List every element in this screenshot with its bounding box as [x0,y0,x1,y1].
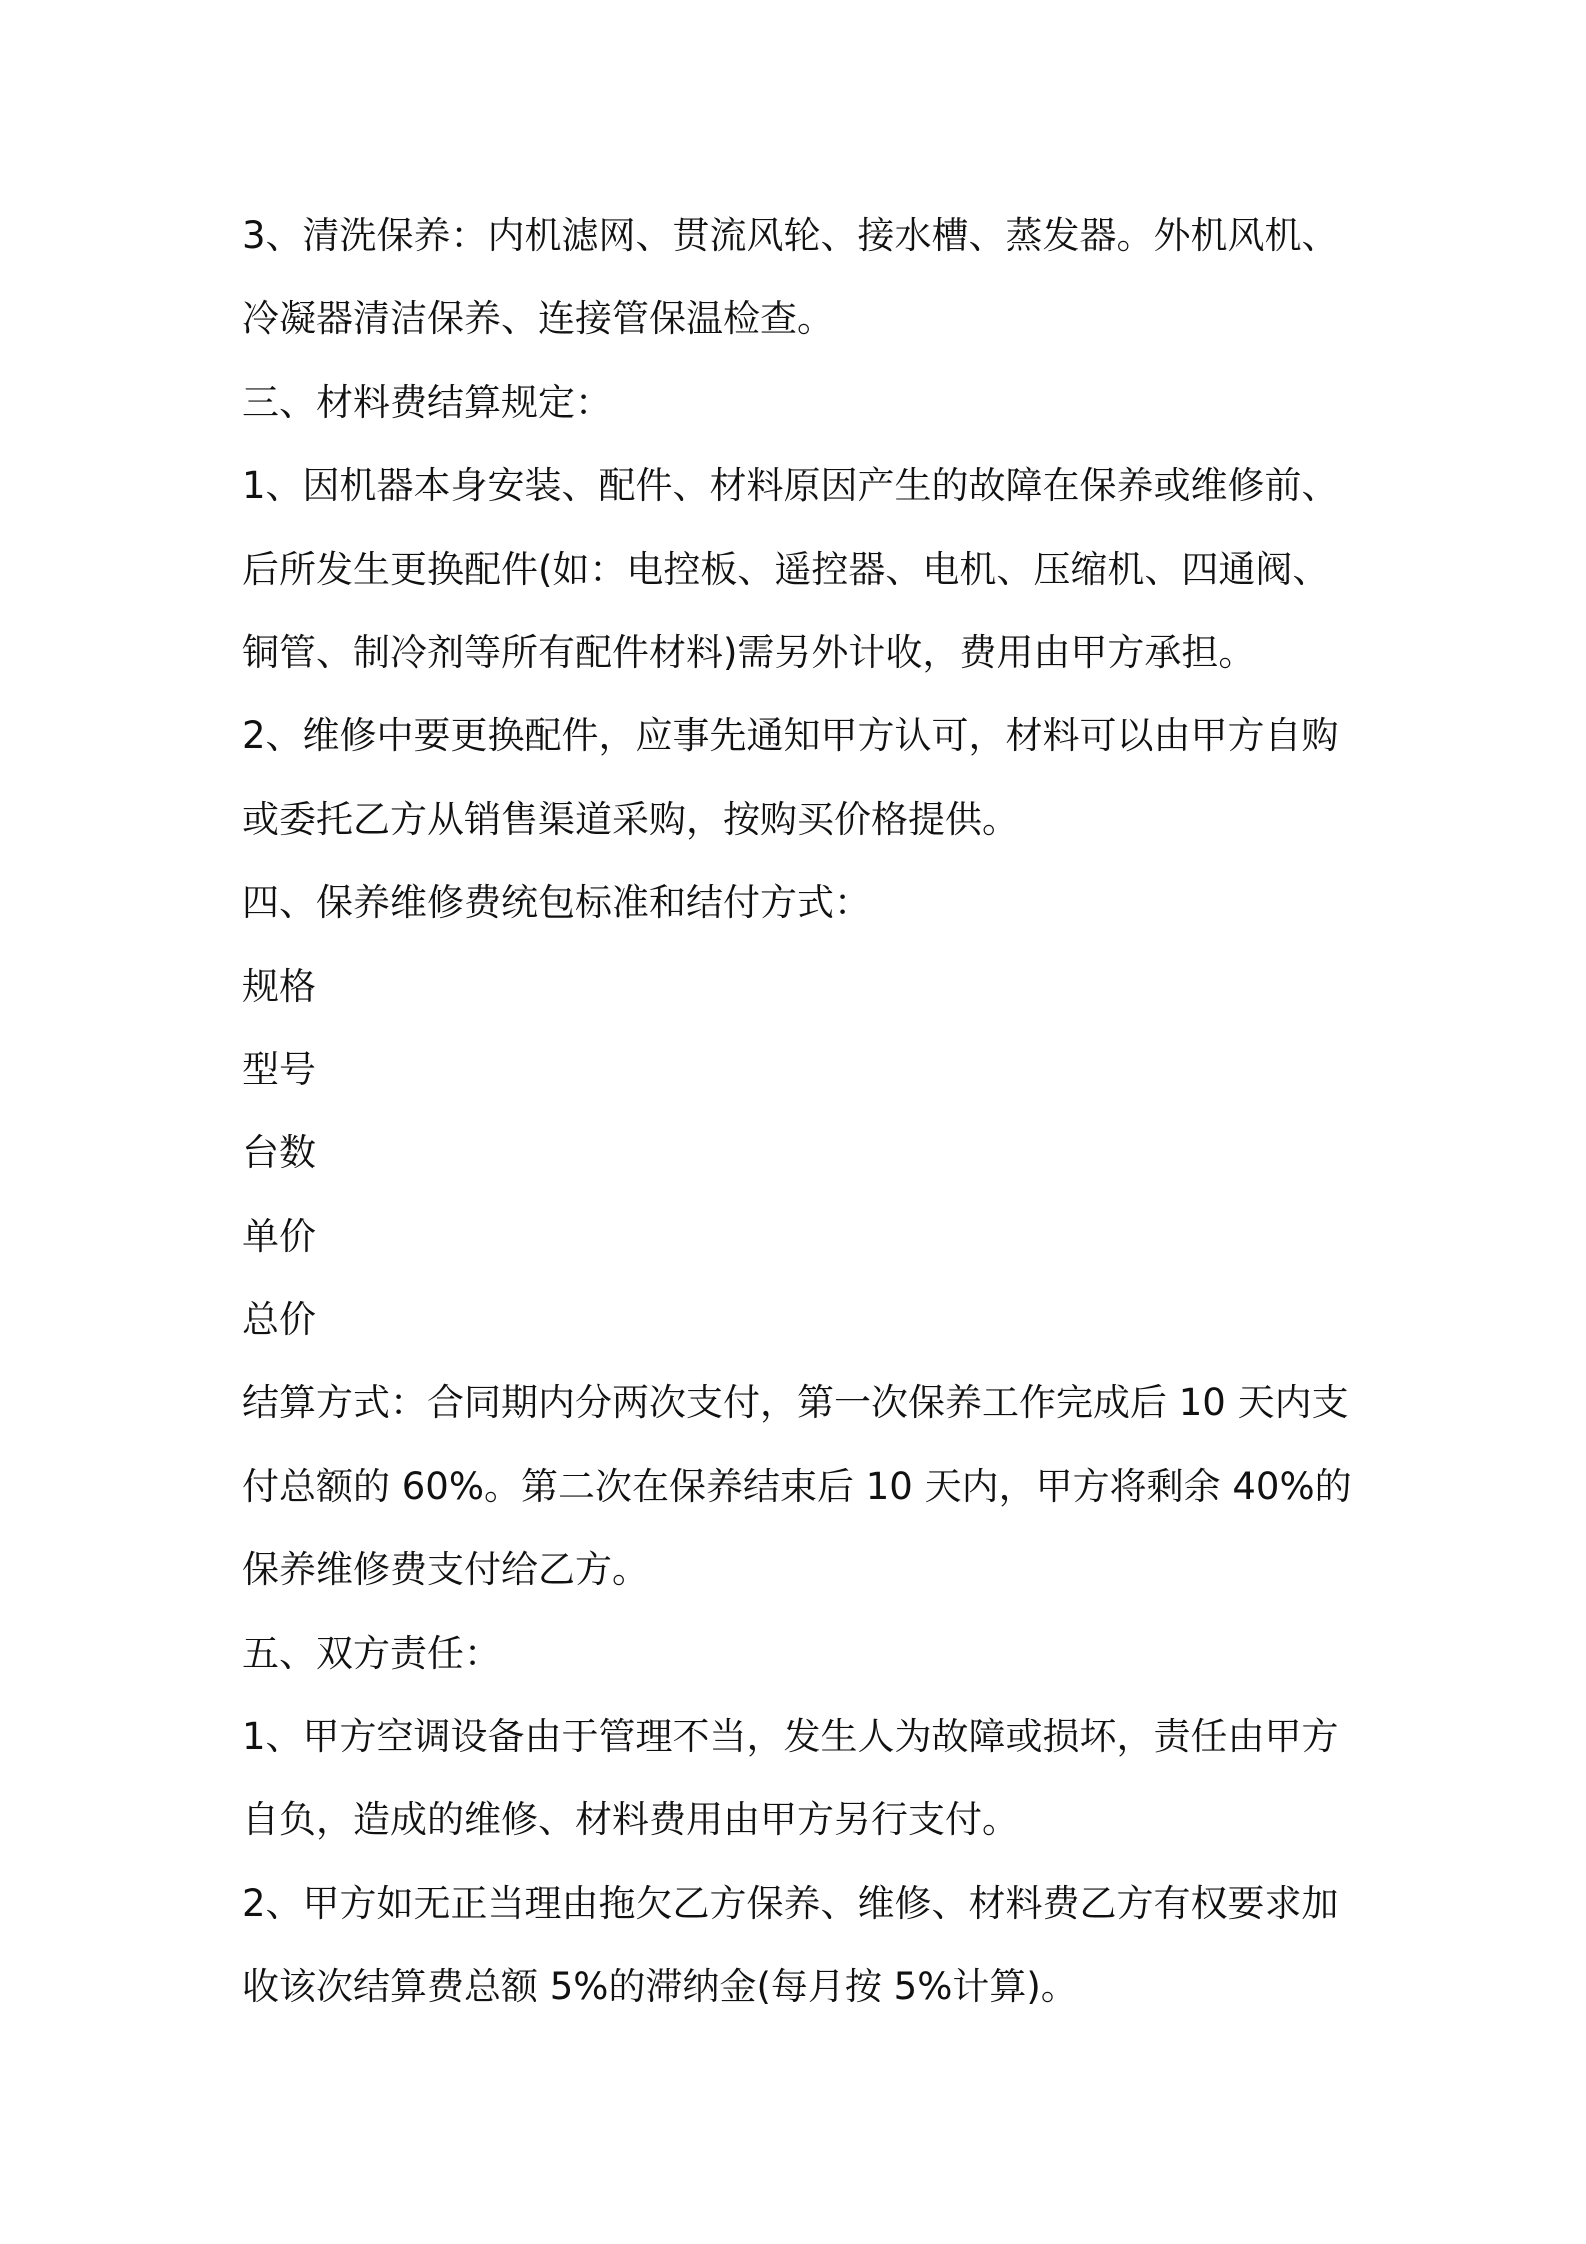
text-line: 付总额的 60%。第二次在保养结束后 10 天内，甲方将剩余 40%的 [242,1464,1352,1508]
fee-item-label: 总价 [242,1298,316,1342]
text-line: 冷凝器清洁保养、连接管保温检查。 [242,297,834,341]
text-line: 收该次结算费总额 5%的滞纳金(每月按 5%计算)。 [242,1965,1078,2009]
section-heading: 三、材料费结算规定： [242,380,612,424]
section-heading: 四、保养维修费统包标准和结付方式： [242,881,871,925]
text-line: 后所发生更换配件(如：电控板、遥控器、电机、压缩机、四通阀、 [242,547,1330,591]
text-line: 2、甲方如无正当理由拖欠乙方保养、维修、材料费乙方有权要求加 [242,1881,1339,1925]
fee-item-label: 台数 [242,1131,316,1175]
text-line: 自负，造成的维修、材料费用由甲方另行支付。 [242,1798,1019,1842]
fee-item-label: 单价 [242,1214,316,1258]
fee-item-label: 型号 [242,1047,316,1091]
text-line: 结算方式：合同期内分两次支付，第一次保养工作完成后 10 天内支 [242,1381,1349,1425]
section-heading: 五、双方责任： [242,1631,501,1675]
text-line: 或委托乙方从销售渠道采购，按购买价格提供。 [242,797,1019,841]
text-line: 1、甲方空调设备由于管理不当，发生人为故障或损坏，责任由甲方 [242,1715,1339,1759]
text-line: 2、维修中要更换配件，应事先通知甲方认可，材料可以由甲方自购 [242,714,1339,758]
text-line: 1、因机器本身安装、配件、材料原因产生的故障在保养或维修前、 [242,464,1339,508]
text-line: 保养维修费支付给乙方。 [242,1548,649,1592]
text-line: 铜管、制冷剂等所有配件材料)需另外计收，费用由甲方承担。 [242,630,1256,674]
text-line: 3、清洗保养：内机滤网、贯流风轮、接水槽、蒸发器。外机风机、 [242,214,1339,257]
fee-item-label: 规格 [242,964,316,1008]
document-body [242,194,1362,2029]
